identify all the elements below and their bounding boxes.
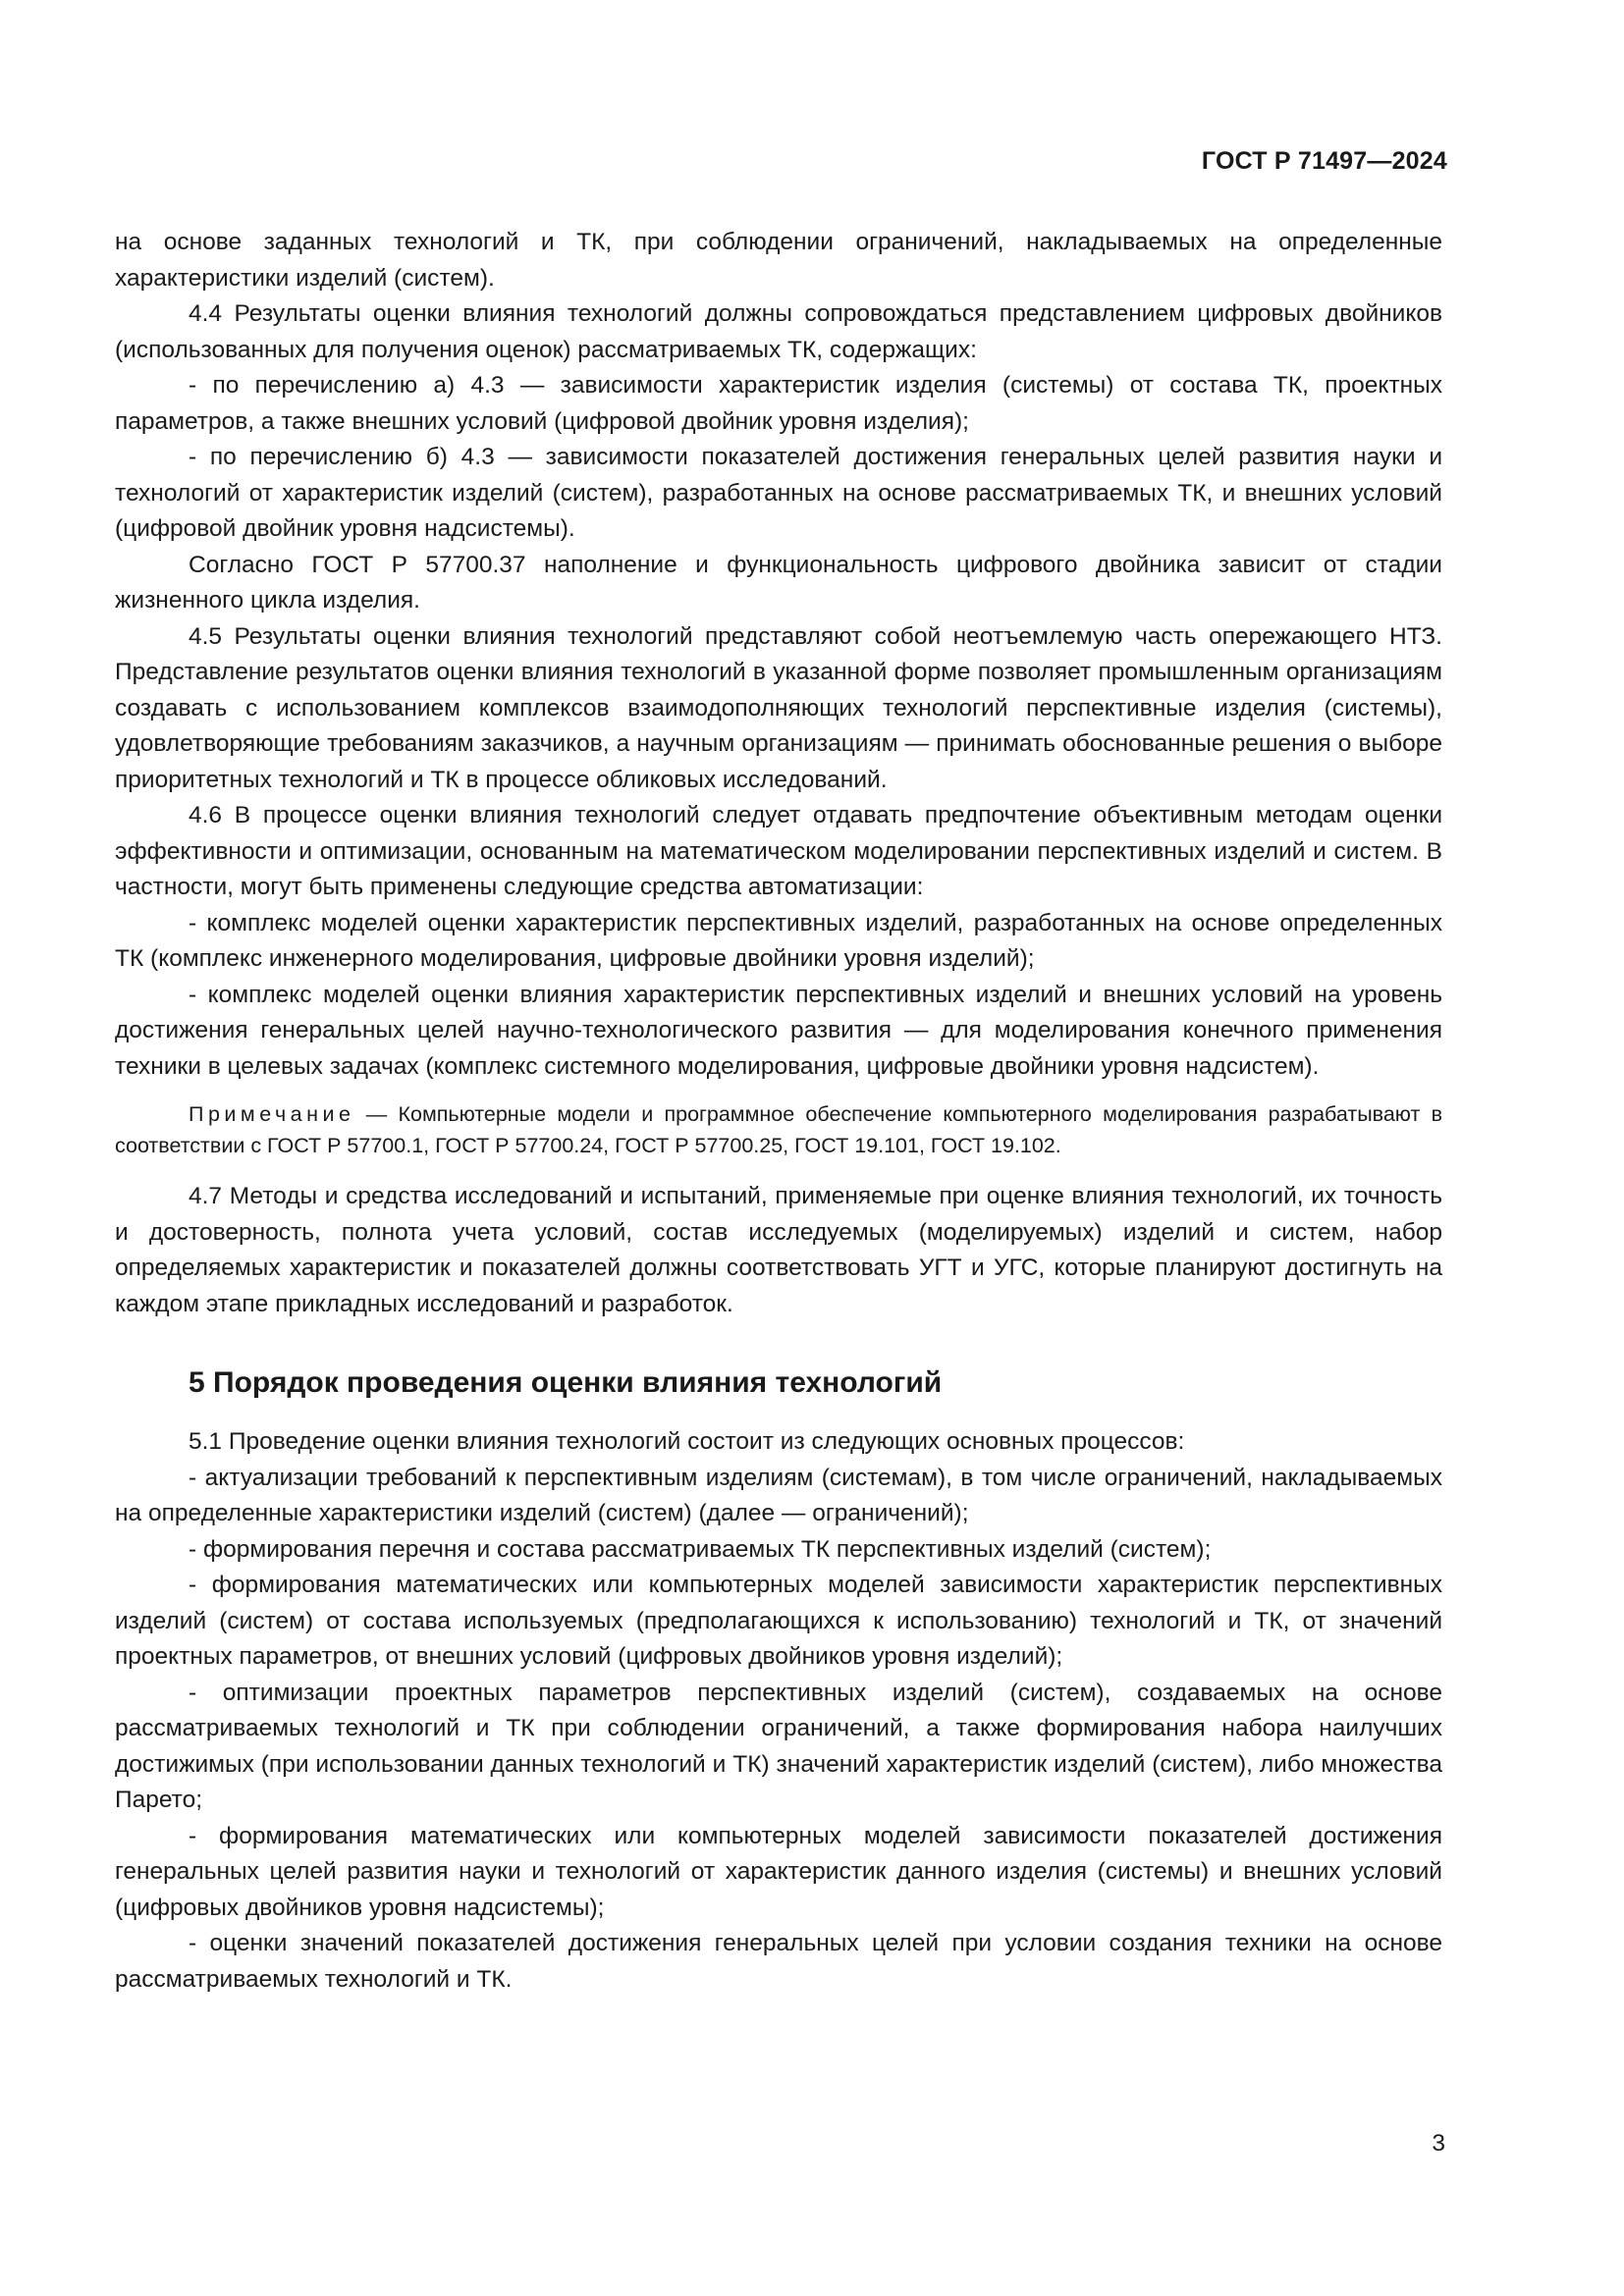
standard-designation: ГОСТ Р 71497—2024 bbox=[1201, 147, 1447, 175]
list-item: - формирования перечня и состава рассматриваемых ТК перспективных изделий (систем); bbox=[189, 1535, 1212, 1563]
list-item: - комплекс моделей оценки влияния характеристик перспективных изделий и внешних условий на уровень достижения генеральных целей научно-технологического развития — для моделирования конечного применения техники в целевых задачах (комплекс системного моделирования, цифровые двойники уровня надсистем). bbox=[115, 981, 1442, 1080]
paragraph-4-5: 4.5 Результаты оценки влияния технологий представляют собой неотъемлемую часть опережающего НТЗ. Представление результатов оценки влияния технологий в указанной форме позволяет промышленным организациям создавать с использованием комплексов взаимодополняющих технологий перспективные изделия (системы), удовлетворяющие требованиям заказчиков, а научным организациям — принимать обоснованные решения о выборе приоритетных технологий и ТК в процессе обликовых исследований. bbox=[115, 622, 1442, 793]
paragraph-4-4: 4.4 Результаты оценки влияния технологий должны сопровождаться представлением цифровых двойников (использованных для получения оценок) рассматриваемых ТК, содержащих: bbox=[115, 300, 1442, 363]
note-text: — Компьютерные модели и программное обеспечение компьютерного моделирования разрабатывают в соответствии с ГОСТ Р 57700.1, ГОСТ Р 57700.24, ГОСТ Р 57700.25, ГОСТ 19.101, ГОСТ 19.102. bbox=[115, 1102, 1442, 1157]
paragraph-4-7: 4.7 Методы и средства исследований и испытаний, применяемые при оценке влияния технологий, их точность и достоверность, полнота учета условий, состав исследуемых (моделируемых) изделий и систем, набор определяемых характеристик и показателей должны соответствовать УГТ и УГС, которые планируют достигнуть на каждом этапе прикладных исследований и разработок. bbox=[115, 1183, 1442, 1317]
list-item: - по перечислению а) 4.3 — зависимости характеристик изделия (системы) от состава ТК, проектных параметров, а также внешних условий (цифровой двойник уровня изделия); bbox=[115, 372, 1442, 435]
paragraph-gost-reference: Согласно ГОСТ Р 57700.37 наполнение и функциональность цифрового двойника зависит от стадии жизненного цикла изделия. bbox=[115, 551, 1442, 614]
note bbox=[115, 1098, 1442, 1161]
paragraph-4-6: 4.6 В процессе оценки влияния технологий следует отдавать предпочтение объективным методам оценки эффективности и оптимизации, основанным на математическом моделировании перспективных изделий и систем. В частности, могут быть применены следующие средства автоматизации: bbox=[115, 802, 1442, 900]
list-item: - формирования математических или компьютерных моделей зависимости характеристик перспективных изделий (систем) от состава используемых (предполагающихся к использованию) технологий и ТК, от значений проектных параметров, от внешних условий (цифровых двойников уровня изделий); bbox=[115, 1572, 1442, 1670]
page-number: 3 bbox=[1432, 2130, 1445, 2157]
paragraph-5-1: 5.1 Проведение оценки влияния технологий состоит из следующих основных процессов: bbox=[189, 1428, 1185, 1455]
list-item: - оценки значений показателей достижения генеральных целей при условии создания техники на основе рассматриваемых технологий и ТК. bbox=[115, 1930, 1442, 1993]
paragraph-continuation: на основе заданных технологий и ТК, при соблюдении ограничений, накладываемых на определенные характеристики изделий (систем). bbox=[115, 229, 1442, 292]
note-label: Примечание bbox=[189, 1102, 355, 1126]
list-item: - оптимизации проектных параметров перспективных изделий (систем), создаваемых на основе рассматриваемых технологий и ТК при соблюдении ограничений, а также формирования набора наилучших достижимых (при использовании данных технологий и ТК) значений характеристик изделий (систем), либо множества Парето; bbox=[115, 1679, 1442, 1813]
list-item: - по перечислению б) 4.3 — зависимости показателей достижения генеральных целей развития науки и технологий от характеристик изделий (систем), разработанных на основе рассматриваемых ТК, и внешних условий (цифровой двойник уровня надсистемы). bbox=[115, 444, 1442, 542]
list-item: - комплекс моделей оценки характеристик перспективных изделий, разработанных на основе определенных ТК (комплекс инженерного моделирования, цифровые двойники уровня изделий); bbox=[115, 909, 1442, 972]
section-heading: 5 Порядок проведения оценки влияния технологий bbox=[189, 1366, 943, 1399]
list-item: - формирования математических или компьютерных моделей зависимости показателей достижения генеральных целей развития науки и технологий от характеристик данного изделия (системы) и внешних условий (цифровых двойников уровня надсистемы); bbox=[115, 1822, 1442, 1921]
document-body bbox=[115, 225, 1442, 1998]
list-item: - актуализации требований к перспективным изделиям (системам), в том числе ограничений, накладываемых на определенные характеристики изделий (систем) (далее — ограничений); bbox=[115, 1464, 1442, 1526]
